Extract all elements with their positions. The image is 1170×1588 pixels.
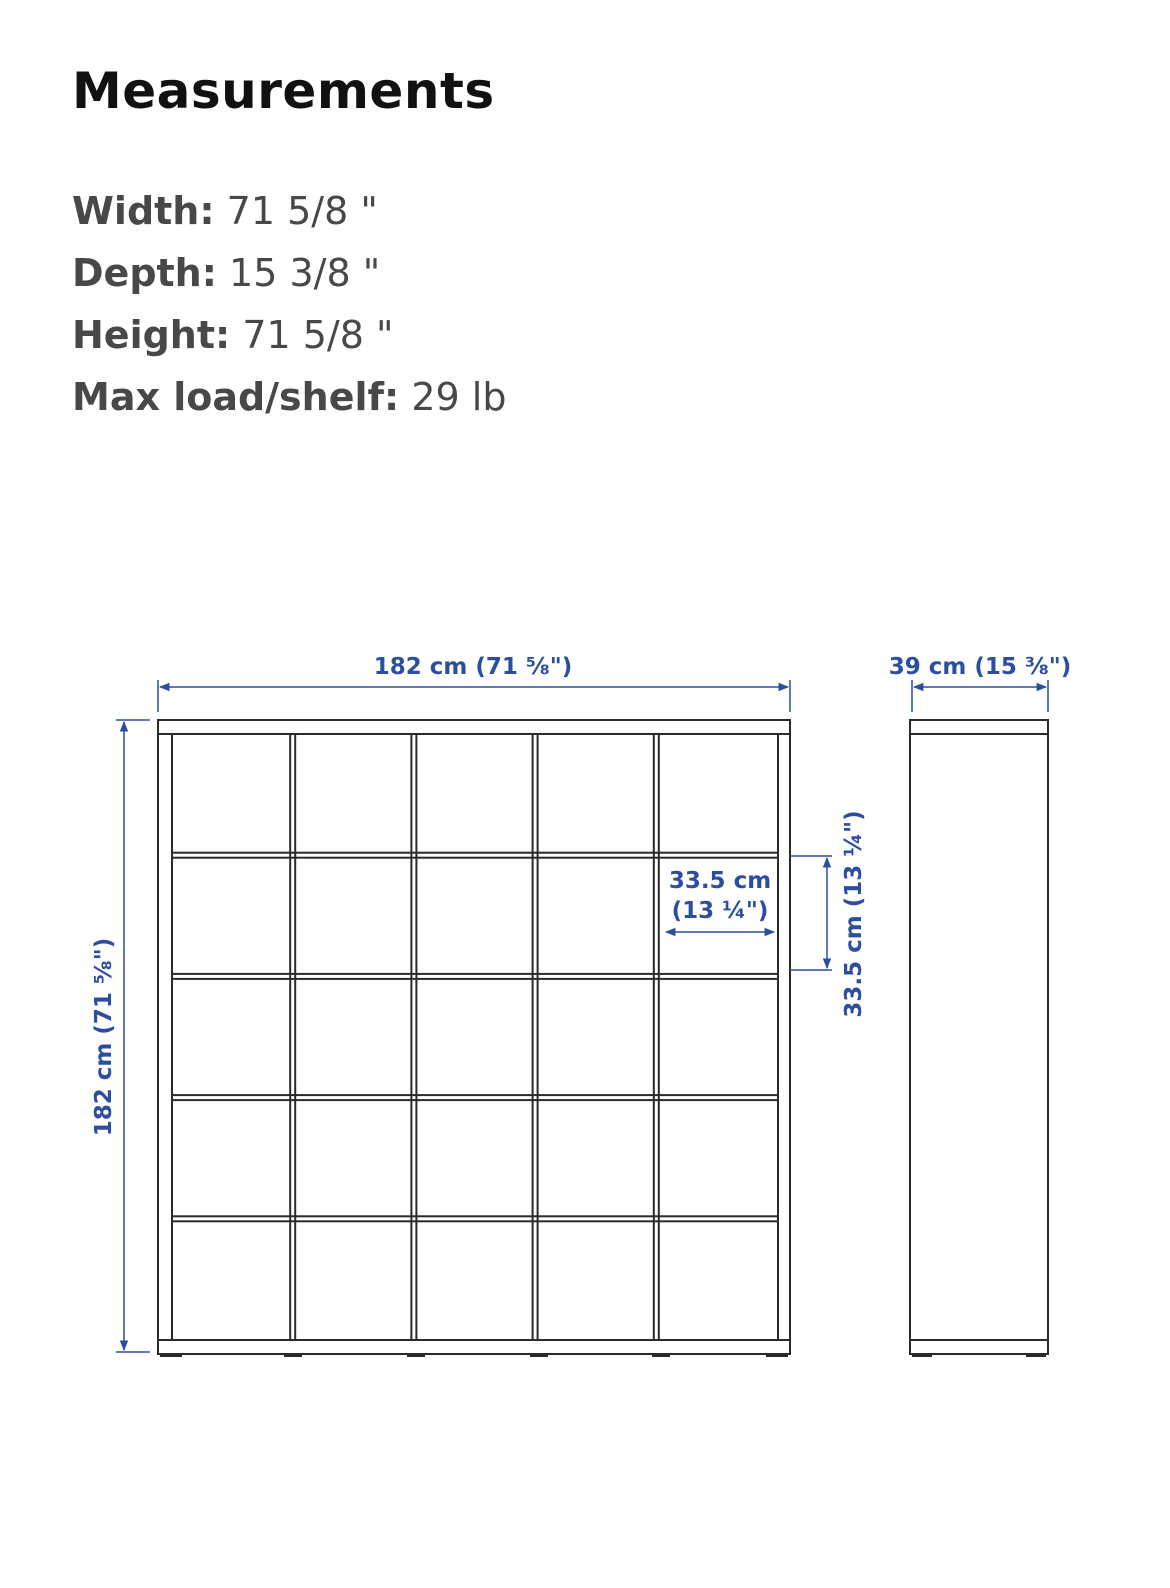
shelf-top-panel — [158, 720, 790, 734]
side-view-shelf — [910, 720, 1048, 1357]
spec-value: 15 3/8 " — [229, 251, 381, 295]
shelf-bottom-panel — [158, 1340, 790, 1354]
width-label: 182 cm (71 ⅝") — [373, 654, 573, 680]
compartment-width-label-1: 33.5 cm — [668, 868, 772, 894]
vertical-divider — [533, 734, 538, 1340]
horizontal-shelf — [172, 974, 778, 979]
horizontal-shelf — [172, 1095, 778, 1100]
spec-value: 71 5/8 " — [242, 313, 394, 357]
height-label: 182 cm (71 ⅝") — [91, 937, 117, 1137]
horizontal-shelf — [172, 853, 778, 858]
shelf-left-side — [158, 734, 172, 1340]
spec-value: 71 5/8 " — [226, 189, 378, 233]
shelf-dividers — [172, 734, 778, 1340]
spec-label: Height: — [72, 313, 231, 357]
vertical-divider — [290, 734, 295, 1340]
spec-label: Depth: — [72, 251, 217, 295]
vertical-divider — [654, 734, 659, 1340]
side-outline — [910, 720, 1048, 1354]
depth-label: 39 cm (15 ⅜") — [888, 654, 1072, 680]
shelf-outline — [158, 720, 790, 1354]
horizontal-shelf — [172, 1216, 778, 1221]
page-title: Measurements — [72, 62, 495, 120]
vertical-divider — [411, 734, 416, 1340]
shelf-right-side — [778, 734, 790, 1340]
spec-label: Max load/shelf: — [72, 375, 400, 419]
spec-label: Width: — [72, 189, 215, 233]
spec-value: 29 lb — [411, 375, 507, 419]
front-view-shelf — [158, 720, 790, 1357]
compartment-width-label-2: (13 ¼") — [671, 898, 769, 924]
compartment-height-label: 33.5 cm (13 ¼") — [841, 810, 867, 1018]
